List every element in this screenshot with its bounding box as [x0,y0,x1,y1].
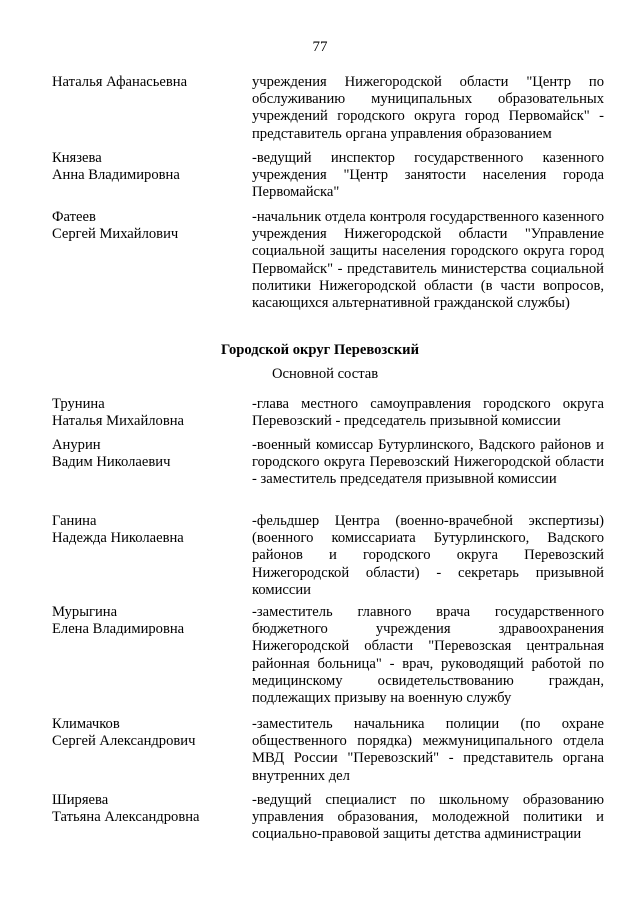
member-name [52,792,242,826]
member-name [52,513,242,547]
member-name-line: Наталья Афанасьевна [52,74,188,90]
member-name-line: Ганина [52,513,97,529]
member-name [52,437,242,471]
member-name-line: Князева [52,150,102,166]
member-name-line: Фатеев [52,209,96,225]
member-name-line: Надежда Николаевна [52,530,184,547]
member-name-line: Мурыгина [52,604,118,620]
member-role: -ведущий инспектор государственного казенного учреждения "Центр занятости населения города Первомайска" [252,150,604,201]
member-name-line: Ширяева [52,792,109,808]
member-role: -начальник отдела контроля государственного казенного учреждения Нижегородской области "Управление социальной защиты населения городского округа город Первомайск" - представитель министерства социальной политики Нижегородской области (в части вопросов, касающихся альтернативной гражданской службы) [252,209,604,312]
member-name [52,716,242,750]
member-name [52,74,242,91]
section-title: Городской округ Перевозский [221,342,419,358]
member-name-line: Наталья Михайловна [52,413,185,430]
page-number: 77 [312,39,328,55]
member-name-line: Елена Владимировна [52,621,185,638]
member-role: -фельдшер Центра (военно-врачебной экспертизы) (военного комиссариата Бутурлинского, Вадского районов и городского округа Перевозский Нижегородской области) - секретарь призывной комиссии [252,513,604,598]
member-role: -глава местного самоуправления городского округа Перевозский - председатель призывной комиссии [252,396,604,430]
member-name-line: Вадим Николаевич [52,454,171,471]
member-name-line: Трунина [52,396,105,412]
member-name-line: Анна Владимировна [52,167,180,184]
member-role: учреждения Нижегородской области "Центр по обслуживанию муниципальных образовательных учреждений городского округа город Первомайск" - представитель органа управления образованием [252,74,604,142]
subsection-title: Основной состав [272,366,379,382]
member-role: -военный комиссар Бутурлинского, Вадского районов и городского округа Перевозский Нижегородской области - заместитель председателя призывной комиссии [252,437,604,488]
member-name-line: Климачков [52,716,120,732]
member-role: -заместитель главного врача государственного бюджетного учреждения здравоохранения Нижегородской области "Перевозская центральная районная больница" - врач, руководящий работой по медицинскому освидетельствованию граждан, подлежащих призыву на военную службу [252,604,604,707]
member-role: -заместитель начальника полиции (по охране общественного порядка) межмуниципального отдела МВД России "Перевозский" - представитель органа внутренних дел [252,716,604,784]
member-name [52,396,242,430]
member-name [52,209,242,243]
member-name-line: Сергей Александрович [52,733,196,750]
member-name-line: Сергей Михайлович [52,226,179,243]
member-name [52,604,242,638]
member-name [52,150,242,184]
member-role: -ведущий специалист по школьному образованию управления образования, молодежной политики и социально-правовой защиты детства администрации [252,792,604,843]
member-name-line: Татьяна Александровна [52,809,200,826]
member-name-line: Анурин [52,437,101,453]
